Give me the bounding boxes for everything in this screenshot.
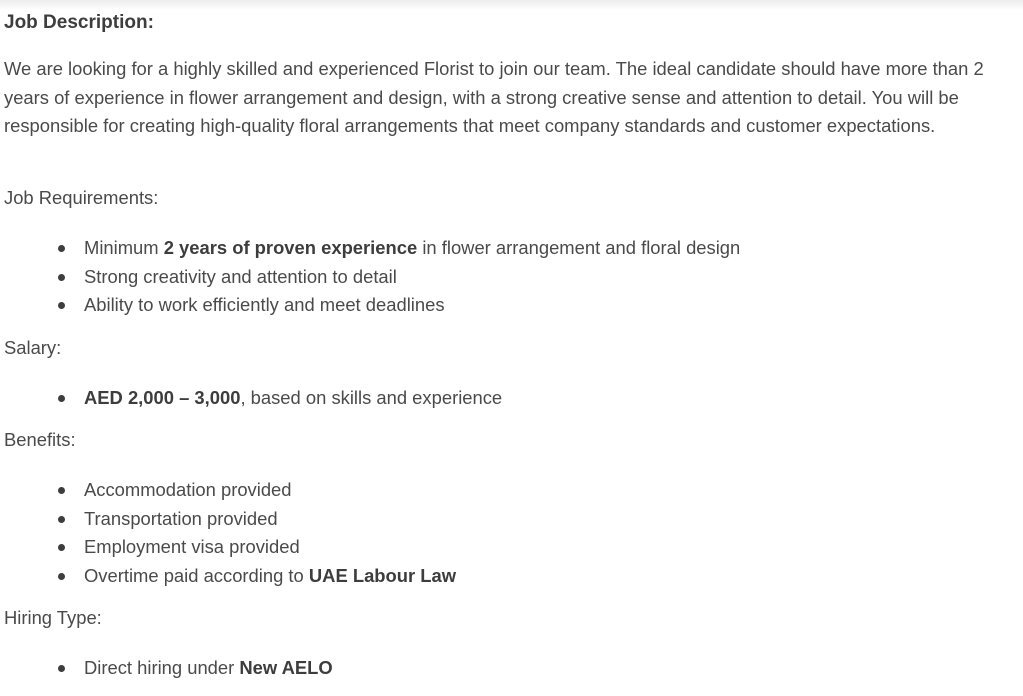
job-description-paragraph: We are looking for a highly skilled and experienced Florist to join our team. The ideal candidate should have more than 2 years of experience in flower arrangement and design, with a strong creative sense and attention to detail. You will be responsible for creating high-quality floral arrangements that meet company standards and customer expectations. bbox=[4, 58, 984, 137]
list-item: Transportation provided bbox=[0, 505, 456, 534]
requirements-list bbox=[0, 234, 740, 320]
list-item: Minimum 2 years of proven experience in flower arrangement and floral design bbox=[0, 234, 740, 263]
list-item: Ability to work efficiently and meet deadlines bbox=[0, 291, 740, 320]
bullet-icon bbox=[58, 487, 65, 494]
bullet-icon bbox=[58, 245, 65, 252]
hiring-type-list bbox=[0, 654, 333, 683]
salary-label: Salary: bbox=[4, 337, 62, 358]
list-item: AED 2,000 – 3,000, based on skills and experience bbox=[0, 384, 502, 413]
benefits-list bbox=[0, 476, 456, 590]
list-item: Direct hiring under New AELO bbox=[0, 654, 333, 683]
benefits-label: Benefits: bbox=[4, 429, 76, 450]
list-item: Strong creativity and attention to detail bbox=[0, 263, 740, 292]
bullet-icon bbox=[58, 544, 65, 551]
salary-list bbox=[0, 384, 502, 413]
bullet-icon bbox=[58, 573, 65, 580]
hiring-type-label: Hiring Type: bbox=[4, 607, 102, 628]
bullet-icon bbox=[58, 302, 65, 309]
requirements-label: Job Requirements: bbox=[4, 187, 159, 208]
bullet-icon bbox=[58, 395, 65, 402]
list-item: Accommodation provided bbox=[0, 476, 456, 505]
list-item: Employment visa provided bbox=[0, 533, 456, 562]
bullet-icon bbox=[58, 665, 65, 672]
bullet-icon bbox=[58, 516, 65, 523]
bullet-icon bbox=[58, 274, 65, 281]
job-description-heading: Job Description: bbox=[4, 12, 154, 33]
top-shadow bbox=[0, 0, 1023, 10]
list-item: Overtime paid according to UAE Labour Law bbox=[0, 562, 456, 591]
